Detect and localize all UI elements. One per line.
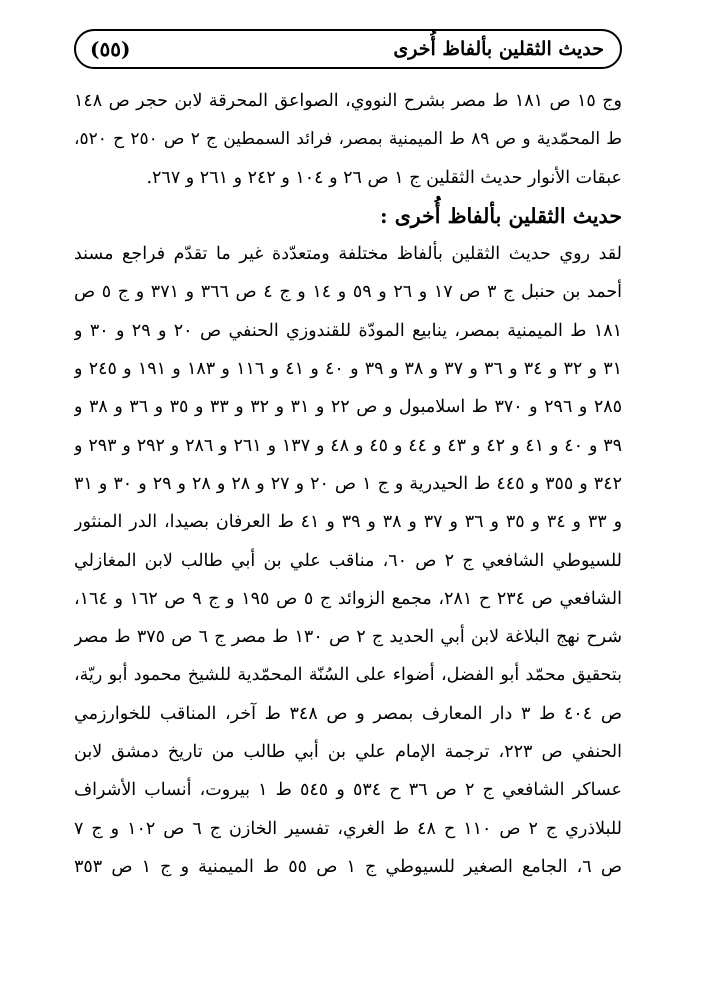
page-number: (٥٥) [90, 37, 131, 61]
section-heading: حديث الثقلين بألفاظ أُخرى : [380, 203, 622, 228]
text-line: عساكر الشافعي ج ٢ ص ٣٦ ح ٥٣٤ و ٥٤٥ ط ١ بيروت، أنساب الأشراف [74, 780, 622, 801]
text-line: بتحقيق محمّد أبو الفضل، أضواء على السُنّة المحمّدية للشيخ محمود أبو ريّة، [74, 665, 622, 686]
running-header [74, 29, 622, 69]
page-body [74, 82, 622, 886]
text-line: لقد روي حديث الثقلين بألفاظ مختلفة ومتعدّدة غير ما تقدّم فراجع مسند [74, 244, 622, 265]
text-line: وج ١٥ ص ١٨١ ط مصر بشرح النووي، الصواعق المحرقة لابن حجر ص ١٤٨ [74, 91, 622, 111]
text-line: شرح نهج البلاغة لابن أبي الحديد ج ٢ ص ١٣٠ ط مصر ج ٦ ص ٣٧٥ ط مصر [74, 627, 622, 648]
text-line: ١٨١ ط الميمنية بمصر، ينابيع المودّة للقندوزي الحنفي ص ٢٠ و ٢٩ و ٣٠ و [74, 320, 622, 341]
text-line: للبلاذري ج ٢ ص ١١٠ ح ٤٨ ط الغري، تفسير الخازن ج ٦ ص ١٠٢ و ج ٧ [74, 818, 622, 839]
text-line: الحنفي ص ٢٢٣، ترجمة الإمام علي بن أبي طالب من تاريخ دمشق لابن [74, 742, 622, 763]
text-line: للسيوطي الشافعي ج ٢ ص ٦٠، مناقب علي بن أبي طالب لابن المغازلي [74, 550, 622, 571]
text-line: ٢٨٥ و ٢٩٦ و ٣٧٠ ط اسلامبول و ص ٢٢ و ٣١ و ٣٢ و ٣٣ و ٣٥ و ٣٦ و ٣٨ و [74, 397, 622, 418]
text-line: ٣٩ و ٤٠ و ٤١ و ٤٢ و ٤٣ و ٤٤ و ٤٥ و ٤٨ و ١٣٧ و ٢٦١ و ٢٨٦ و ٢٩٢ و ٢٩٣ و [74, 435, 622, 456]
text-line: ٣١ و ٣٢ و ٣٤ و ٣٦ و ٣٧ و ٣٨ و ٣٩ و ٤٠ و ٤١ و ١١٦ و ١٨٣ و ١٩١ و ٢٤٥ و [74, 359, 622, 380]
text-line: ص ٦، الجامع الصغير للسيوطي ج ١ ص ٥٥ ط الميمنية و ج ١ ص ٣٥٣ [74, 856, 622, 877]
text-line: عبقات الأنوار حديث الثقلين ج ١ ص ٢٦ و ١٠٤ و ٢٤٢ و ٢٦١ و ٢٦٧. [146, 167, 622, 188]
text-line: ٣٤٢ و ٣٥٥ و ٤٤٥ ط الحيدرية و ج ١ ص ٢٠ و ٢٧ و ٢٨ و ٢٨ و ٢٩ و ٣٠ و ٣١ [74, 473, 622, 494]
text-line: أحمد بن حنبل ج ٣ ص ١٧ و ٢٦ و ٥٩ و ١٤ و ج ٤ ص ٣٦٦ و ٣٧١ و ج ٥ ص [74, 282, 622, 303]
text-line: ص ٤٠٤ ط ٣ دار المعارف بمصر و ص ٣٤٨ ط آخر، المناقب للخوارزمي [74, 703, 622, 724]
text-line: ط المحمّدية و ص ٨٩ ط الميمنية بمصر، فرائد السمطين ج ٢ ص ٢٥٠ ح ٥٢٠، [74, 129, 622, 150]
running-title: حديث الثقلين بألفاظ أُخرى [393, 38, 604, 60]
text-line: الشافعي ص ٢٣٤ ح ٢٨١، مجمع الزوائد ج ٥ ص ١٩٥ و ج ٩ ص ١٦٢ و ١٦٤، [74, 588, 622, 609]
text-line: و ٣٣ و ٣٤ و ٣٥ و ٣٦ و ٣٧ و ٣٨ و ٣٩ و ٤١ ط العرفان بصيدا، الدر المنثور [74, 512, 622, 533]
